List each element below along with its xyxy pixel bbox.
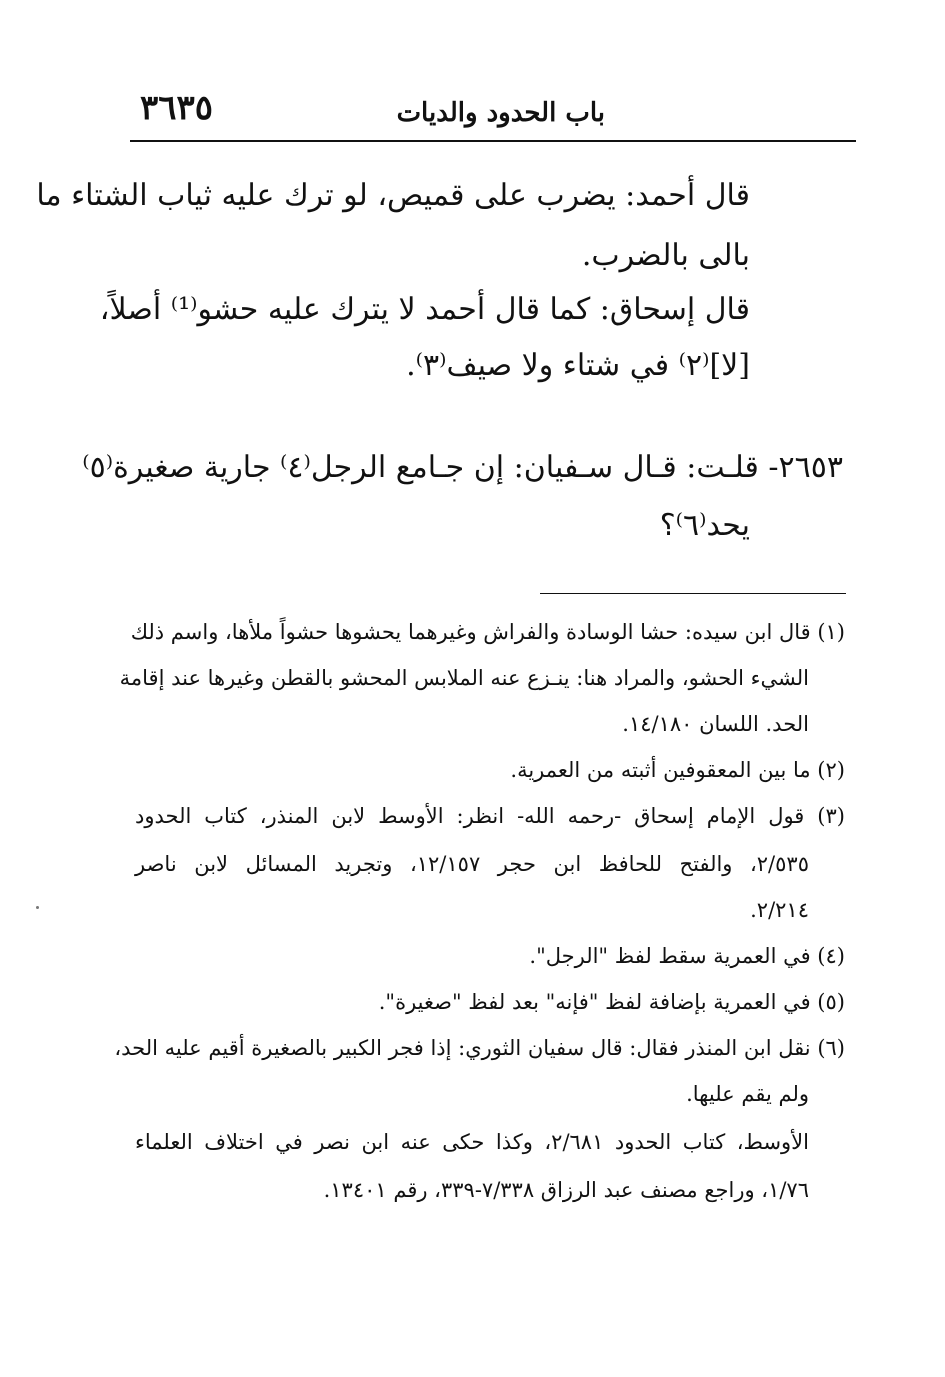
question-heading: ٢٦٥٣- قلـت: قـال سـفيان: إن جـامع الرجل⁽٤⁾ جارية صغيرة⁽٥⁾ [82,450,843,485]
running-header-title: باب الحدود والديات [396,98,605,128]
text-line: [لا]⁽٢⁾ في شتاء ولا صيف⁽٣⁾. [406,348,750,383]
text-line: قال أحمد: يضرب على قميص، لو ترك عليه ثياب الشتاء ما [36,178,750,213]
text-line: قال إسحاق: كما قال أحمد لا يترك عليه حشو⁽¹⁾ أصلاً، [99,292,750,327]
footnote-line: (٦) نقل ابن المنذر فقال: قال سفيان الثوري: إذا فجر الكبير بالصغيرة أقيم عليه الحد، [114,1036,845,1060]
footnote-line: (٣) قول الإمام إسحاق -رحمه الله- انظر: الأوسط لابن المنذر، كتاب الحدود [135,804,845,828]
footnote-separator [540,593,846,594]
footnote-line: الحد. اللسان ١٤/١٨٠. [622,712,809,736]
footnote-line: الشيء الحشو، والمراد هنا: ينـزع عنه الملابس المحشو بالقطن وغيرها عند إقامة [119,666,809,690]
footnote-line: (٤) في العمرية سقط لفظ "الرجل". [529,944,845,968]
scan-speck [36,906,39,909]
footnote-line: (٢) ما بين المعقوفين أثبته من العمرية. [510,758,845,782]
footnote-line: ١/٧٦، وراجع مصنف عبد الرزاق ٧/٣٣٨-٣٣٩، رقم ١٣٤٠١. [323,1178,809,1202]
footnote-line: ٢/٥٣٥، والفتح للحافظ ابن حجر ١٢/١٥٧، وتجريد المسائل لابن ناصر [135,852,809,876]
footnote-line: (٥) في العمرية بإضافة لفظ "فإنه" بعد لفظ "صغيرة". [378,990,845,1014]
text-line: بالى بالضرب. [581,238,750,273]
question-continuation: يحد⁽٦⁾؟ [659,508,750,543]
footnote-line: (١) قال ابن سيده: حشا الوسادة والفراش وغيرهما يحشوها حشواً ملأها، واسم ذلك [130,620,845,644]
footnote-line: ٢/٢١٤. [750,898,809,922]
page-number: ٣٦٣٥ [140,88,214,128]
footnote-line: الأوسط، كتاب الحدود ٢/٦٨١، وكذا حكى عنه ابن نصر في اختلاف العلماء [135,1130,809,1154]
footnote-line: ولم يقم عليها. [686,1082,809,1106]
header-rule [130,140,856,142]
